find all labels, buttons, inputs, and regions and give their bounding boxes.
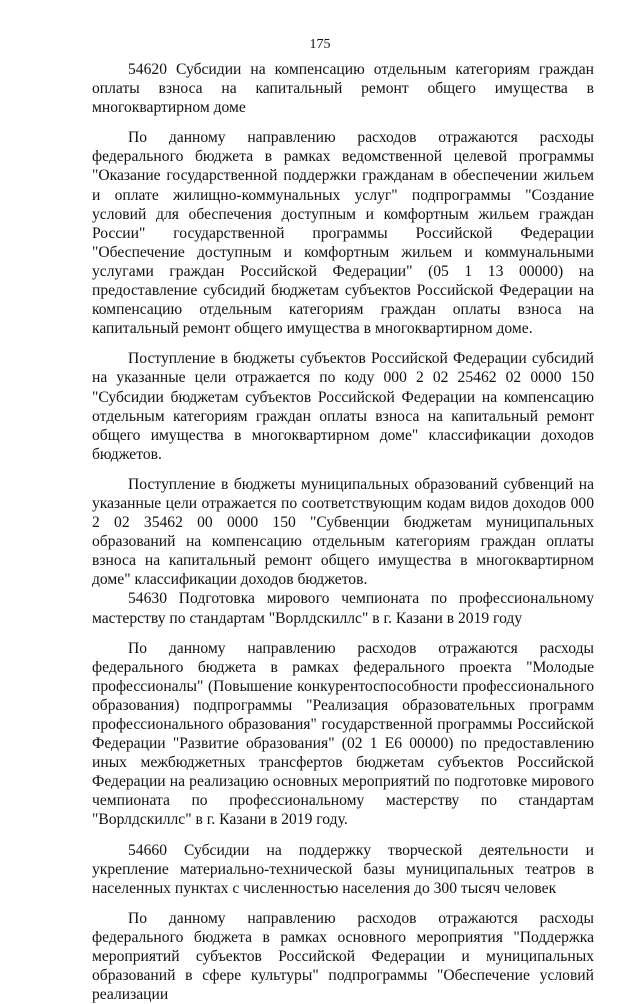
section-heading-54630: 54630 Подготовка мирового чемпионата по профессиональному мастерству по стандартам "Ворлдскиллс" в г. Казани в 2019 году (92, 590, 594, 627)
document-body (92, 60, 594, 1004)
section-heading-54620: 54620 Субсидии на компенсацию отдельным категориям граждан оплаты взноса на капитальный ремонт общего имущества в многоквартирном доме (92, 61, 594, 117)
page-number: 175 (309, 37, 331, 52)
section-54620-paragraph-2: Поступление в бюджеты субъектов Российской Федерации субсидий на указанные цели отражается по коду 000 2 02 25462 02 0000 150 "Субсидии бюджетам субъектов Российской Федерации на компенсацию отдельным категориям граждан оплаты взноса на капитальный ремонт общего имущества в многоквартирном доме" классификации доходов бюджетов. (92, 350, 594, 463)
section-54660-paragraph-1: По данному направлению расходов отражаются расходы федерального бюджета в рамках основного мероприятия "Поддержка мероприятий субъектов Российской Федерации и муниципальных образований в сфере культуры" подпрограммы "Обеспечение условий реализации (92, 909, 594, 1004)
section-heading-54660: 54660 Субсидии на поддержку творческой деятельности и укрепление материально-технической базы муниципальных театров в населенных пунктах с численностью населения до 300 тысяч человек (92, 841, 594, 897)
section-54620-paragraph-3: Поступление в бюджеты муниципальных образований субвенций на указанные цели отражается по соответствующим кодам видов доходов 000 2 02 35462 00 0000 150 "Субвенции бюджетам муниципальных образований на компенсацию отдельным категориям граждан оплаты взноса на капитальный ремонт общего имущества в многоквартирном доме" классификации доходов бюджетов. (92, 475, 594, 589)
section-54620-paragraph-1: По данному направлению расходов отражаются расходы федерального бюджета в рамках ведомственной целевой программы "Оказание государственной поддержки гражданам в обеспечении жильем и оплате жилищно-коммунальных услуг" подпрограммы "Создание условий для обеспечения доступным и комфортным жильем граждан России" государственной программы Российской Федерации "Обеспечение доступным и комфортным жильем и коммунальными услугами граждан Российской Федерации" (05 1 13 00000) на предоставление субсидий бюджетам субъектов Российской Федерации на компенсацию отдельным категориям граждан оплаты взноса на капитальный ремонт общего имущества в многоквартирном доме. (92, 129, 594, 338)
section-54630-paragraph-1: По данному направлению расходов отражаются расходы федерального бюджета в рамках федерального проекта "Молодые профессионалы" (Повышение конкурентоспособности профессионального образования) подпрограммы "Реализация образовательных программ профессионального образования" государственной программы Российской Федерации "Развитие образования" (02 1 Е6 00000) по предоставлению иных межбюджетных трансфертов бюджетам субъектов Российской Федерации на реализацию основных мероприятий по подготовке мирового чемпионата по профессиональному мастерству по стандартам "Ворлдскиллс" в г. Казани в 2019 году. (92, 639, 594, 829)
